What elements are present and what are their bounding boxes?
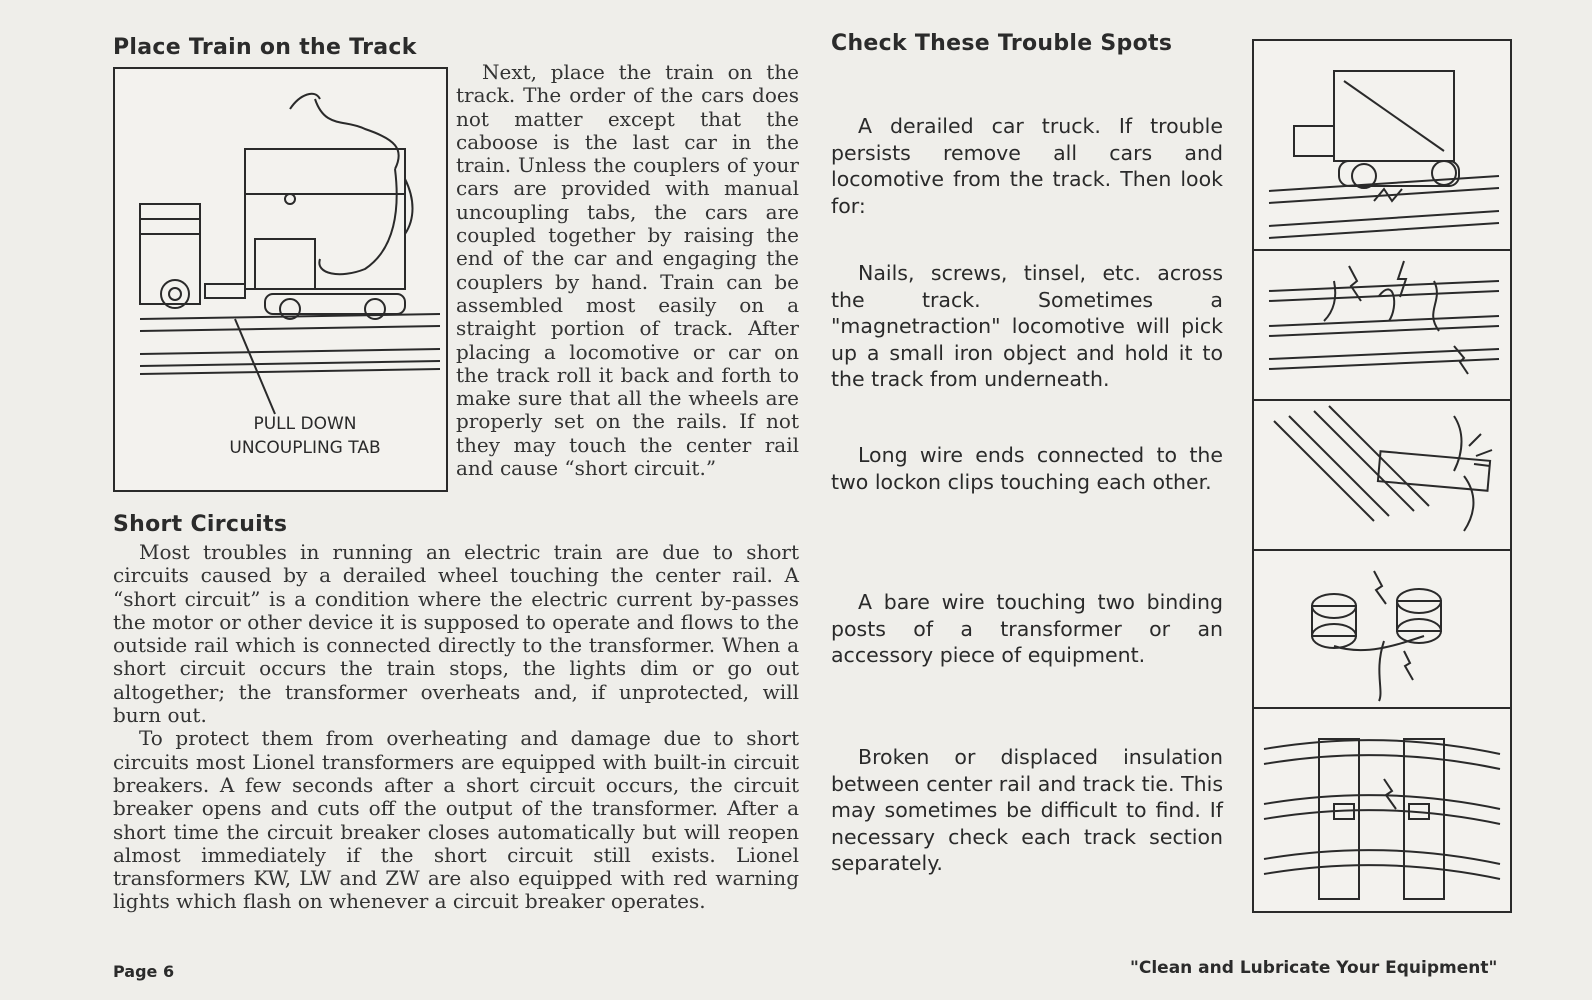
trouble-spot-4-text: A bare wire touching two binding posts of a transformer or an accessory piece of equipment. — [831, 590, 1223, 667]
debris-panel — [1252, 249, 1512, 401]
short-circuit-body — [113, 541, 799, 914]
trouble-spot-3-text: Long wire ends connected to the two lockon clips touching each other. — [831, 443, 1223, 494]
intro-text: Next, place the train on the track. The order of the cars does not matter except that the caboose is the last car in the train. Unless the couplers of your cars are provided with manual uncoupling tabs, the cars are coupled together by raising the end of the car and engaging the couplers by hand. Train can be assembled most easily on a straight portion of track. After placing a locomotive or car on the track roll it back and forth to make sure that all the wheels are properly set on the rails. If not they may touch the center rail and cause “short circuit.” — [456, 60, 799, 481]
trouble-spot-5 — [831, 744, 1223, 877]
figure-caption-line2: UNCOUPLING TAB — [229, 438, 381, 458]
trouble-spot-4 — [831, 589, 1223, 669]
lockon-panel — [1252, 399, 1512, 551]
intro-paragraph — [456, 61, 799, 480]
trouble-spot-1 — [831, 113, 1223, 219]
debris-on-track-illustration — [1254, 251, 1510, 399]
short-circuit-para-1: Most troubles in running an electric train are due to short circuits caused by a derailed wheel touching the center rail. A “short circuit” is a condition where the electric current by-passes the motor or other device it is supposed to operate and flows to the outside rail which is connected directly to the transformer. When a short circuit occurs the train stops, the lights dim or go out altogether; the transformer overheats and, if unprotected, will burn out. — [113, 540, 799, 728]
insulation-illustration — [1254, 709, 1510, 911]
footer-slogan: "Clean and Lubricate Your Equipment" — [1130, 958, 1498, 978]
trouble-spot-1-text: A derailed car truck. If trouble persists remove all cars and locomotive from the track. Then look for: — [831, 114, 1223, 218]
derailed-truck-illustration — [1254, 41, 1510, 249]
figure-caption-line1: PULL DOWN — [253, 414, 357, 434]
trouble-spot-2-text: Nails, screws, tinsel, etc. across the track. Sometimes a "magnetraction" locomotive will pick up a small iron object and hold it to the track from underneath. — [831, 261, 1223, 391]
trouble-spot-2 — [831, 260, 1223, 393]
lockon-clips-illustration — [1254, 401, 1510, 549]
page-number: Page 6 — [113, 962, 175, 981]
binding-posts-illustration — [1254, 551, 1510, 707]
heading-short-circuits: Short Circuits — [113, 512, 288, 537]
trouble-spot-5-text: Broken or displaced insulation between center rail and track tie. This may sometimes be difficult to find. If necessary check each track section separately. — [831, 745, 1223, 875]
short-circuit-para-2: To protect them from overheating and damage due to short circuits most Lionel transformers are equipped with built-in circuit breakers. A few seconds after a short circuit occurs, the circuit breaker opens and cuts off the output of the transformer. After a short time the circuit breaker closes automatically but will reopen almost immediately if the short circuit still exists. Lionel transformers KW, LW and ZW are also equipped with red warning lights which flash on whenever a circuit breaker operates. — [113, 726, 799, 914]
trouble-spot-3 — [831, 442, 1223, 495]
coupling-hand-illustration — [115, 69, 446, 490]
insulation-panel — [1252, 707, 1512, 913]
coupling-figure — [113, 67, 448, 492]
heading-trouble-spots: Check These Trouble Spots — [831, 31, 1173, 56]
binding-posts-panel — [1252, 549, 1512, 709]
heading-place-train: Place Train on the Track — [113, 35, 417, 60]
derailed-truck-panel — [1252, 39, 1512, 251]
